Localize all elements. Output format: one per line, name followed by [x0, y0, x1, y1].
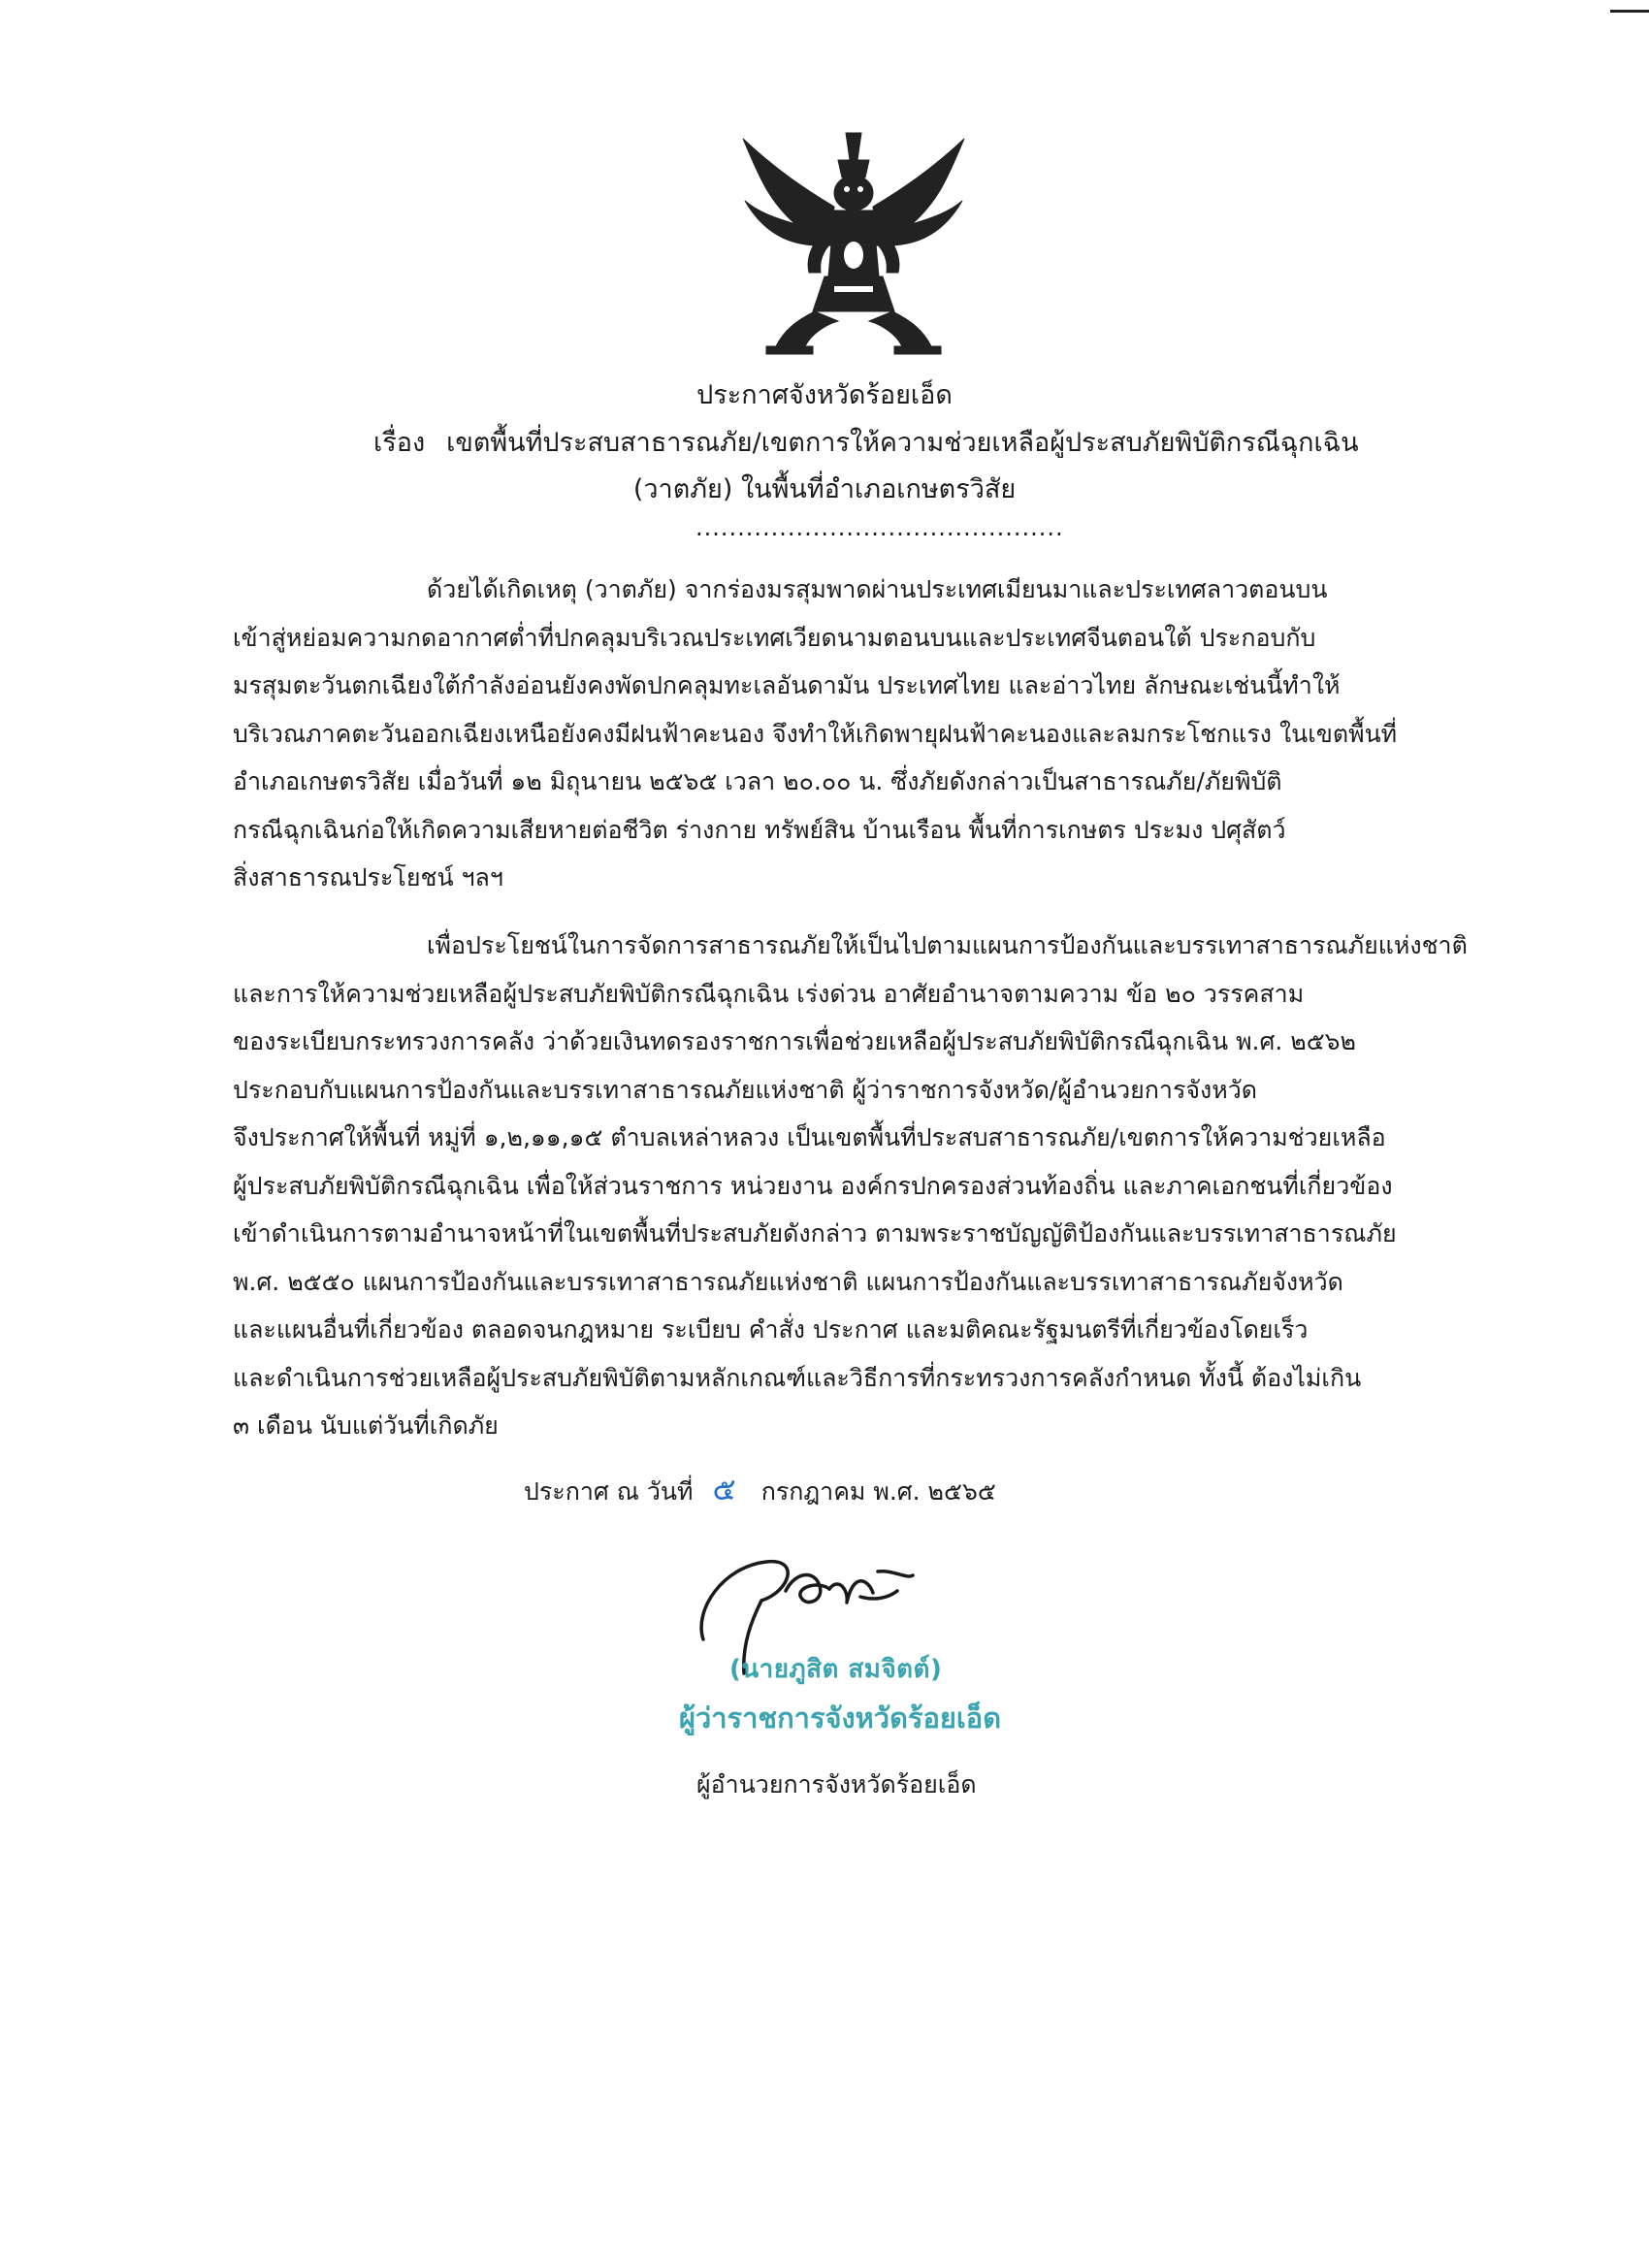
paragraph-line: และดำเนินการช่วยเหลือผู้ประสบภัยพิบัติตามหลักเกณฑ์และวิธีการที่กระทรวงการคลังกำหนด ทั้งนี้ ต้องไม่เกิน [233, 1363, 1362, 1392]
paragraph-declaration [233, 922, 1468, 1450]
paragraph-incident [233, 566, 1455, 902]
paragraph-line: ผู้ประสบภัยพิบัติกรณีฉุกเฉิน เพื่อให้ส่วนราชการ หน่วยงาน องค์กรปกครองส่วนท้องถิ่น และภาคเอกชนที่เกี่ยวข้อง [233, 1171, 1393, 1200]
paragraph-line: ของระเบียบกระทรวงการคลัง ว่าด้วยเงินทดรองราชการเพื่อช่วยเหลือผู้ประสบภัยพิบัติกรณีฉุกเฉิน พ.ศ. ๒๕๖๒ [233, 1027, 1357, 1055]
paragraph-line: อำเภอเกษตรวิสัย เมื่อวันที่ ๑๒ มิถุนายน ๒๕๖๕ เวลา ๒๐.๐๐ น. ซึ่งภัยดังกล่าวเป็นสาธารณภัย/ภัยพิบัติ [233, 767, 1282, 795]
paragraph-line: เข้าสู่หย่อมความกดอากาศต่ำที่ปกคลุมบริเวณประเทศเวียดนามตอนบนและประเทศจีนตอนใต้ ประกอบกับ [233, 623, 1316, 652]
paragraph-line: มรสุมตะวันตกเฉียงใต้กำลังอ่อนยังคงพัดปกคลุมทะเลอันดามัน ประเทศไทย และอ่าวไทย ลักษณะเช่นนี้ทำให้ [233, 671, 1341, 699]
paragraph-line: และการให้ความช่วยเหลือผู้ประสบภัยพิบัติกรณีฉุกเฉิน เร่งด่วน อาศัยอำนาจตามความ ข้อ ๒๐ วรรคสาม [233, 979, 1305, 1008]
announcement-date [524, 1465, 996, 1516]
corner-mark [1610, 10, 1649, 13]
subject-line [373, 424, 1359, 463]
subject-continuation: (วาตภัย) ในพื้นที่อำเภอเกษตรวิสัย [632, 474, 1017, 504]
paragraph-line: ด้วยได้เกิดเหตุ (วาตภัย) จากร่องมรสุมพาดผ่านประเทศเมียนมาและประเทศลาวตอนบน [427, 575, 1328, 603]
paragraph-line: พ.ศ. ๒๕๕๐ แผนการป้องกันและบรรเทาสาธารณภัยแห่งชาติ แผนการป้องกันและบรรเทาสาธารณภัยจังหวัด [233, 1267, 1343, 1296]
subject-label: เรื่อง [373, 428, 426, 458]
paragraph-line: ๓ เดือน นับแต่วันที่เกิดภัย [233, 1411, 499, 1440]
signer-role: ผู้อำนวยการจังหวัดร้อยเอ็ด [696, 1770, 977, 1798]
date-day: ๕ [712, 1471, 736, 1507]
paragraph-line: และแผนอื่นที่เกี่ยวข้อง ตลอดจนกฎหมาย ระเบียบ คำสั่ง ประกาศ และมติคณะรัฐมนตรีที่เกี่ยวข้องโดยเร็ว [233, 1315, 1309, 1344]
paragraph-line: เข้าดำเนินการตามอำนาจหน้าที่ในเขตพื้นที่ประสบภัยดังกล่าว ตามพระราชบัญญัติป้องกันและบรรเทาสาธารณภัย [233, 1219, 1397, 1247]
separator-dots: ............................................ [695, 514, 1064, 541]
announcement-title: ประกาศจังหวัดร้อยเอ็ด [696, 380, 953, 410]
paragraph-line: บริเวณภาคตะวันออกเฉียงเหนือยังคงมีฝนฟ้าคะนอง จึงทำให้เกิดพายุฝนฟ้าคะนองและลมกระโชกแรง ในเขตพื้นที่ [233, 719, 1398, 748]
date-prefix: ประกาศ ณ วันที่ [524, 1477, 694, 1506]
subject-text: เขตพื้นที่ประสบสาธารณภัย/เขตการให้ความช่วยเหลือผู้ประสบภัยพิบัติกรณีฉุกเฉิน [446, 428, 1359, 458]
date-month-year: กรกฎาคม พ.ศ. ๒๕๖๕ [760, 1477, 996, 1506]
paragraph-line: ประกอบกับแผนการป้องกันและบรรเทาสาธารณภัยแห่งชาติ ผู้ว่าราชการจังหวัด/ผู้อำนวยการจังหวัด [233, 1075, 1257, 1104]
paragraph-line: สิ่งสาธารณประโยชน์ ฯลฯ [233, 863, 503, 891]
stamp-name: (นายภูสิต สมจิตต์) [729, 1655, 943, 1684]
paragraph-line: เพื่อประโยชน์ในการจัดการสาธารณภัยให้เป็นไปตามแผนการป้องกันและบรรเทาสาธารณภัยแห่งชาติ [427, 931, 1468, 959]
garuda-emblem-icon [737, 131, 970, 359]
paragraph-line: กรณีฉุกเฉินก่อให้เกิดความเสียหายต่อชีวิต ร่างกาย ทรัพย์สิน บ้านเรือน พื้นที่การเกษตร ประมง ปศุสัตว์ [233, 815, 1286, 844]
paragraph-line: จึงประกาศให้พื้นที่ หมู่ที่ ๑,๒,๑๑,๑๕ ตำบลเหล่าหลวง เป็นเขตพื้นที่ประสบสาธารณภัย/เขตการให้ความช่วยเหลือ [233, 1123, 1386, 1151]
stamp-title: ผู้ว่าราชการจังหวัดร้อยเอ็ด [679, 1701, 1002, 1734]
